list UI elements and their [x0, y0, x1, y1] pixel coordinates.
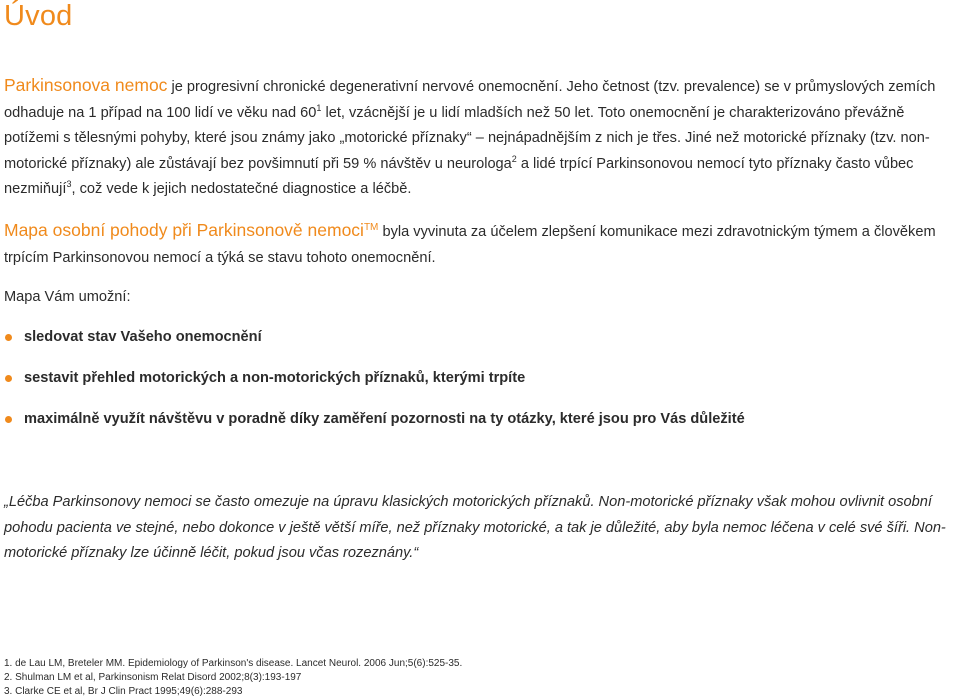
intro-text-a: je progresivní chronické degenerativní nervové onemocnění. Jeho četnost (tzv. prevalence) se v průmyslových zemích odhaduje na 1 případ na 100 lidí ve věku nad 60	[4, 79, 936, 121]
intro-text-c: a lidé trpící Parkinsonovou nemocí tyto příznaky často vůbec nezmiňují	[4, 155, 914, 197]
intro-term: Parkinsonova nemoc	[4, 75, 168, 95]
map-text: byla vyvinuta za účelem zlepšení komunikace mezi zdravotnickým týmem a člověkem trpícím Parkinsonovou nemocí a týká se stavu tohoto onemocnění.	[4, 224, 936, 266]
reference-item: 3. Clarke CE et al, Br J Clin Pract 1995;49(6):288-293	[4, 686, 243, 697]
list-item-text: sestavit přehled motorických a non-motorických příznaků, kterými trpíte	[24, 370, 526, 386]
quote-paragraph: „Léčba Parkinsonovy nemoci se často omezuje na úpravu klasických motorických příznaků. Non-motorické příznaky však mohou ovlivnit osobní pohodu pacienta ve stejné, nebo dokonce v ještě větší míře, než příznaky motorické, a tak je důležité, aby byla nemoc léčena v celé své šíři. Non-motorické příznaky lze účinně léčit, pokud jsou včas rozeznány.“	[4, 494, 946, 561]
list-item	[4, 325, 745, 366]
benefits-list	[4, 325, 745, 448]
bullet-dot-icon	[5, 375, 12, 382]
page-title: Úvod	[4, 0, 73, 32]
map-lead: Mapa Vám umožní:	[4, 289, 131, 305]
intro-paragraph	[4, 73, 954, 203]
trademark-mark: TM	[363, 222, 379, 234]
reference-item: 2. Shulman LM et al, Parkinsonism Relat Disord 2002;8(3):193-197	[4, 672, 302, 683]
list-item	[4, 366, 745, 407]
footnote-ref-2: 2	[511, 153, 517, 164]
list-item-text: maximálně využít návštěvu v poradně díky zaměření pozornosti na ty otázky, které jsou pro Vás důležité	[24, 411, 745, 427]
intro-text-d: , což vede k jejich nedostatečné diagnostice a léčbě.	[71, 181, 412, 197]
bullet-dot-icon	[5, 416, 12, 423]
map-term: Mapa osobní pohody při Parkinsonově nemoci	[4, 220, 364, 240]
references	[4, 657, 462, 699]
bullet-dot-icon	[5, 334, 12, 341]
intro-text-b: let, vzácnější je u lidí mladších než 50 let. Toto onemocnění je charakterizováno převážně potížemi s tělesnými pohyby, které jsou známy jako „motorické příznaky“ – nejnápadnějším z nich je třes. Jiné než motorické příznaky (tzv. non-motorické příznaky) ale zůstávají bez povšimnutí při 59 % návštěv u neurologa	[4, 104, 930, 172]
footnote-ref-1: 1	[316, 102, 322, 113]
list-item-text: sledovat stav Vašeho onemocnění	[24, 329, 262, 345]
reference-item: 1. de Lau LM, Breteler MM. Epidemiology of Parkinson's disease. Lancet Neurol. 2006 Jun;5(6):525-35.	[4, 658, 463, 669]
list-item	[4, 407, 745, 448]
footnote-ref-3: 3	[66, 179, 72, 190]
map-paragraph	[4, 218, 954, 271]
